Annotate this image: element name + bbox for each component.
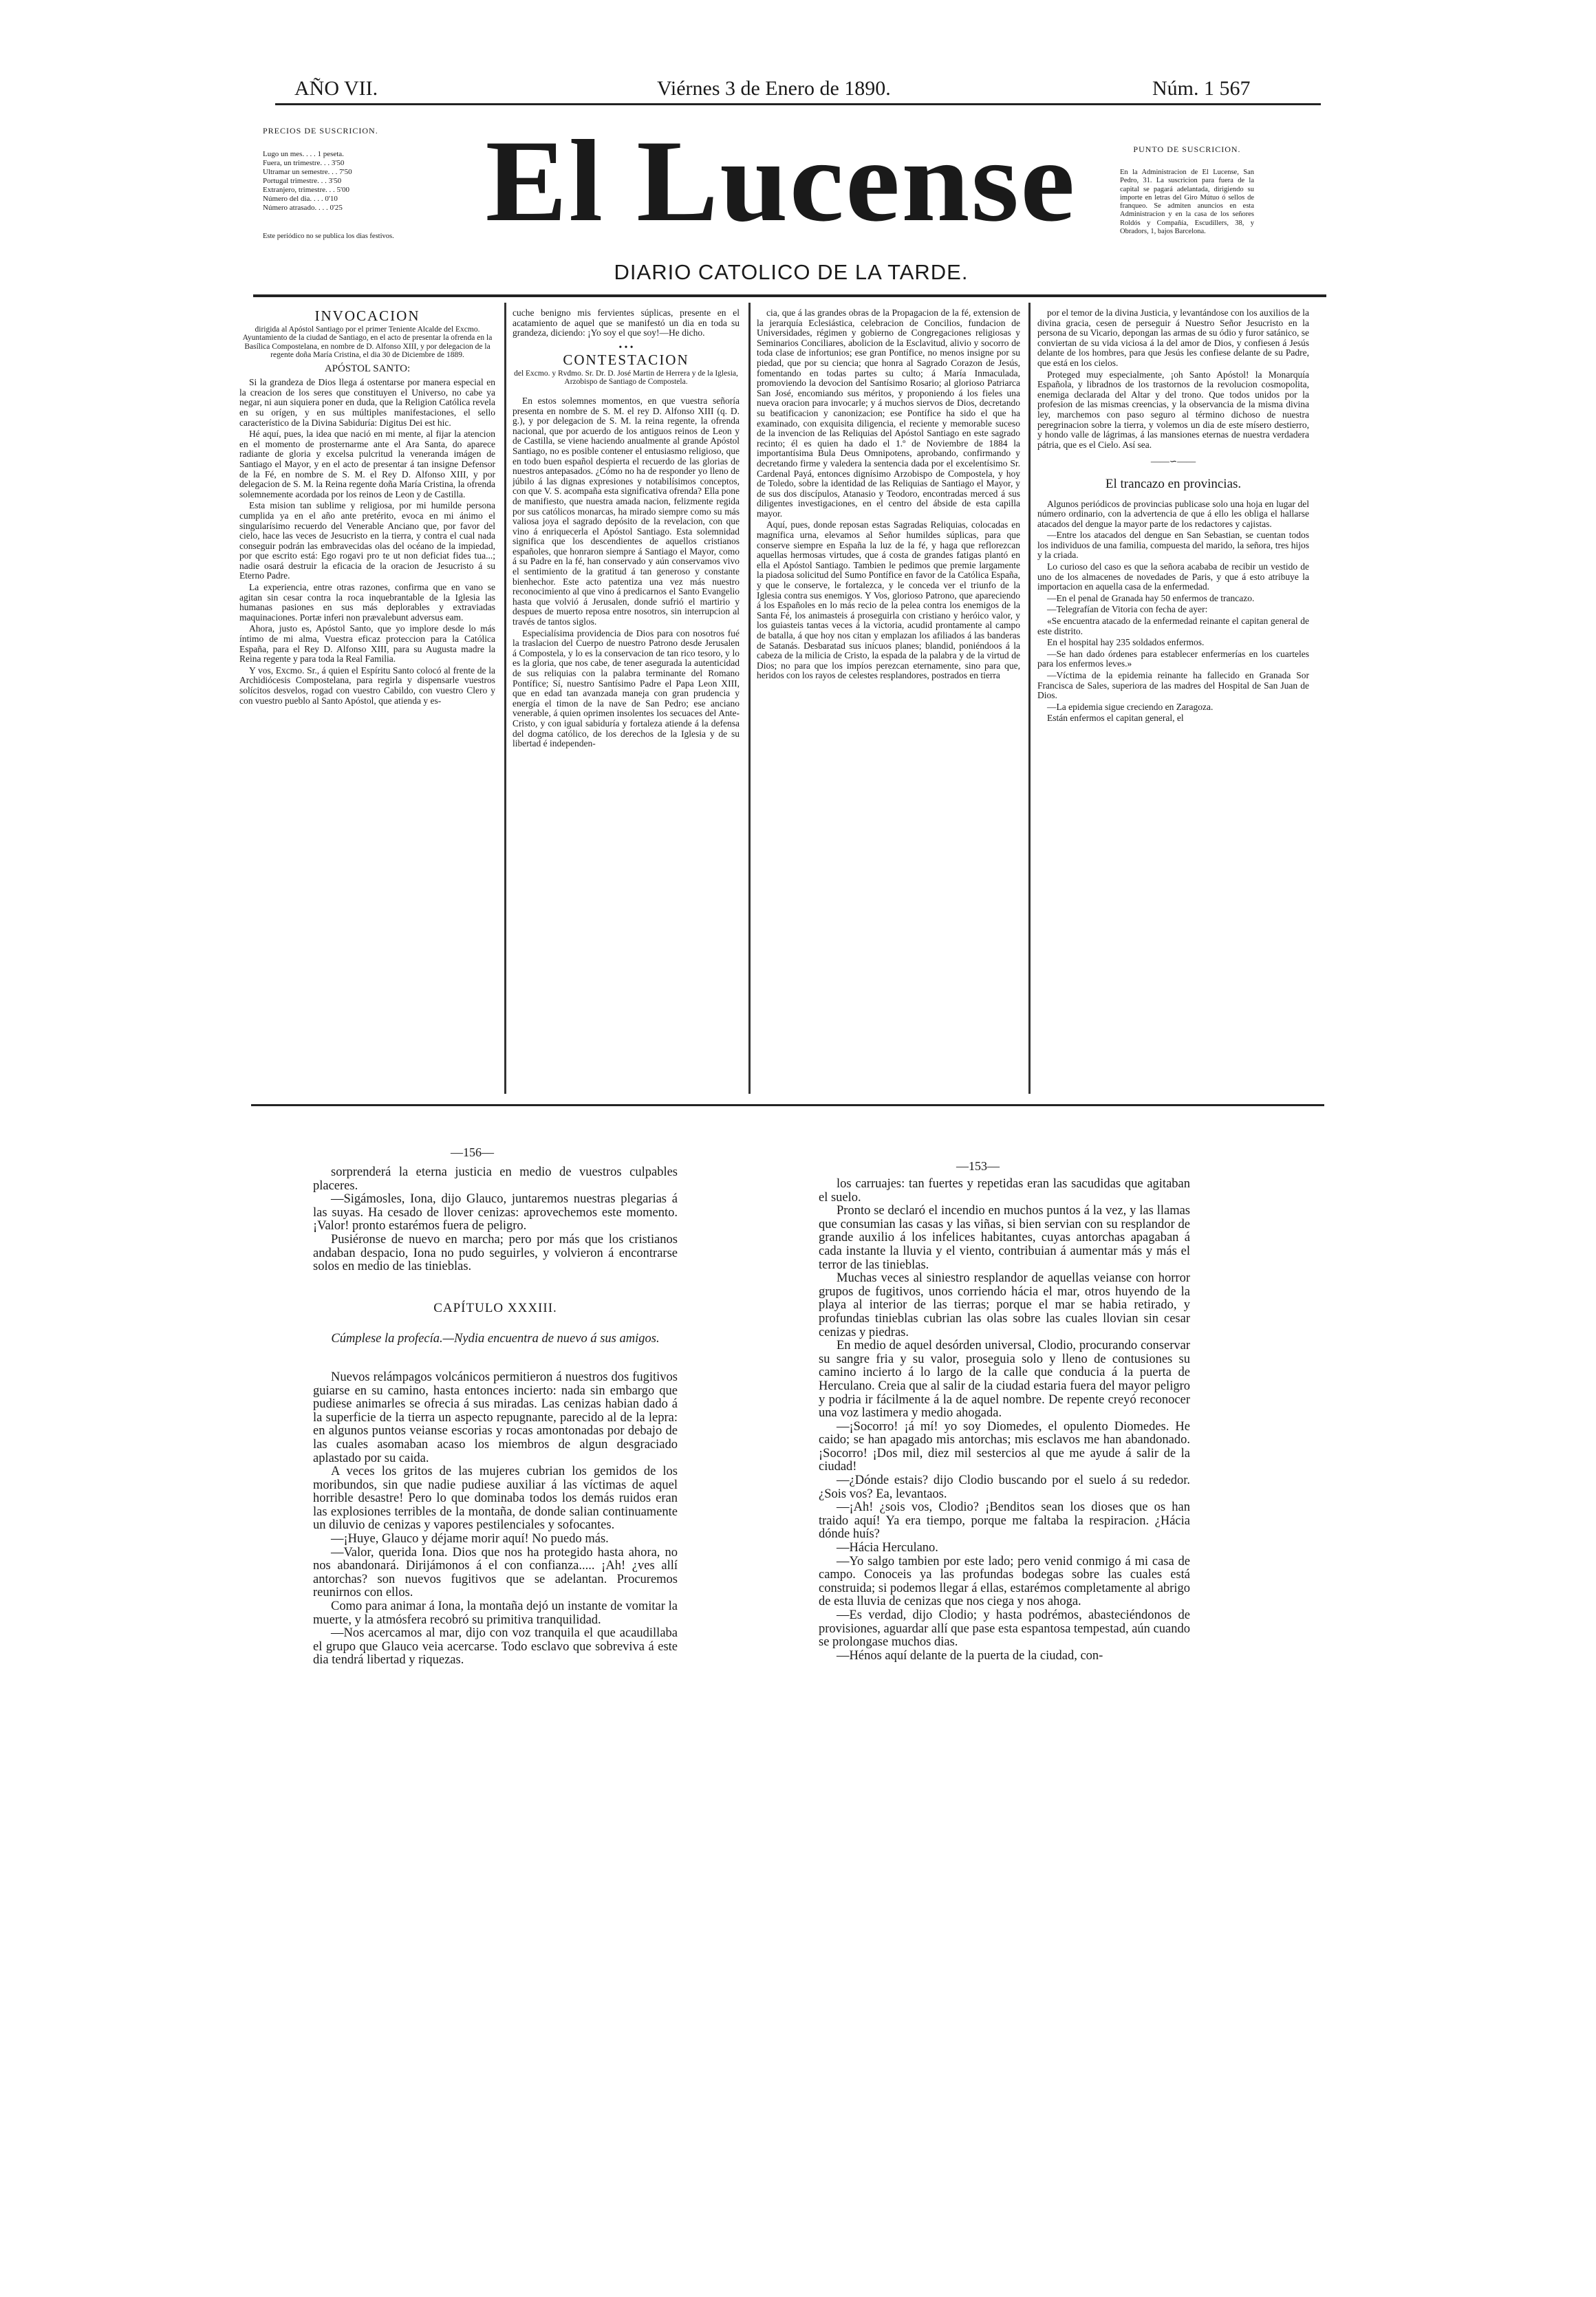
article-continuation	[757, 308, 1020, 1106]
subscription-prices-box	[263, 126, 442, 241]
trancazo-heading: El trancazo en provincias.	[1105, 476, 1242, 491]
novel-paragraph: Como para animar á Iona, la montaña dejó un instante de vomitar la muerte, y la atmósfera recobró su primitiva tranquilidad.	[313, 1599, 678, 1627]
novel-paragraph: Nuevos relámpagos volcánicos permitieron á nuestros dos fugitivos guiarse en su camino, hasta entonces incierto: nada sin embargo que pudiese animarles se ofrecia á sus miradas. Las cenizas habian dado á la superficie de la tierra un aspecto repugnante, parecido al de la lepra: en algunos puntos veianse escorias y rocas amontonadas por debajo de las cuales asomaban acaso los miembros de algun desgraciado aplastado por su caida.	[313, 1370, 678, 1465]
contestacion-intro: del Excmo. y Rvdmo. Sr. Dr. D. José Martin de Herrera y de la Iglesia, Arzobispo de Santiago de Compostela.	[514, 369, 738, 387]
masthead-title: El Lucense	[485, 116, 1077, 246]
novel-paragraph: Pronto se declaró el incendio en muchos puntos á la vez, y las llamas que consumian las casas y las viñas, si bien servian con su resplandor de grande auxilio á los infelices habitantes, cuyas antorchas apagaban á cada instante la lluvia y el viento, contribuian á aumentar más y más el terror de las tinieblas.	[819, 1204, 1190, 1272]
article-contestacion	[513, 308, 740, 1106]
news-item: Algunos periódicos de provincias publicase solo una hoja en lugar del número ordinario, con la advertencia de que á ello les obliga el hallarse atacados del dengue la mayor parte de los redactores y cajistas.	[1037, 498, 1309, 529]
news-column	[1037, 308, 1309, 1106]
article-paragraph: Proteged muy especialmente, ¡oh Santo Apóstol! la Monarquía Española, y libradnos de los trastornos de la revolucion cosmopolita, enemiga declarada del Altar y del trono. Que todos unidos por la profesion de las mismas creencias, y la observancia de la misma divina ley, marchemos con paso seguro al término dichoso de nuestra peregrinacion sobre la tierra, y volemos un dia de este mísero destierro, y hondo valle de lágrimas, á las mansiones eternas de nuestra verdadera pátria, que es el Cielo. Así sea.	[1037, 369, 1309, 450]
article-paragraph: cia, que á las grandes obras de la Propagacion de la fé, extension de la jerarquía Eclesiástica, celebracion de Concilios, fundacion de Universidades, régimen y gobierno de Congregaciones religiosas y Seminarios Conciliares, abolicion de la Esclavitud, alivio y socorro de toda clase de infortunios; ese gran Pontífice, no menos insigne por su piedad, que por su ciencia; que honra al Sagrado Corazon de Jesús, fomentando en todas partes su culto; á María Inmaculada, promoviendo la devocion del Santísimo Rosario; al glorioso Patriarca San José, encomiando sus méritos, y proponiendo á los fieles una nueva oracion para invocarle; y á muchos siervos de Dios, decretando su beatificacion y canonizacion; ese Pontífice ha sido el que ha examinado, con exquisita diligencia, el reciente y memorable suceso de la invencion de las Reliquias del Apóstol Santiago en este sagrado recinto; él es quien ha dado el 1.º de Noviembre de 1884 la importantísima Bula Deus Omnipotens, aprobando, confirmando y decretando firme y valedera la sentencia dada por el excelentísimo Sr. Cardenal Payá, entonces dignísimo Arzobispo de Compostela, y hoy de Toledo, sobre la identidad de las Reliquias de Santiago el Mayor, y de sus dos discípulos, Atanasio y Teodoro, encontradas merced á sus diligentes investigaciones, en el centro del ábside de esta capilla mayor.	[757, 308, 1020, 519]
novel-paragraph: A veces los gritos de las mujeres cubrian los gemidos de los moribundos, sin que nadie pudiese auxiliar á las víctimas de aquel horrible desastre! Pero lo que dominaba todos los demás ruidos eran las explosiones terribles de la montaña, de donde salian continuamente un diluvio de cenizas y vapores pestilenciales y sofocantes.	[313, 1465, 678, 1533]
contestacion-heading: CONTESTACION	[563, 352, 689, 369]
feuilleton-right	[819, 1178, 1190, 1663]
novel-paragraph: —Valor, querida Iona. Dios que nos ha protegido hasta ahora, no nos abandonará. Dirijámonos á el con confianza..... ¡Ah! ¿ves allí antorchas? son nuevos fugitivos que se adelantan. Procuremos reunirnos con ellos.	[313, 1545, 678, 1600]
column-divider	[1028, 303, 1031, 1094]
article-paragraph: La experiencia, entre otras razones, confirma que en vano se agitan sin cesar contra la roca inquebrantable de la Iglesia las humanas pasiones en sus más deplorables y extraviadas maquinaciones. Portæ inferi non prævalebunt adversus eam.	[239, 582, 495, 623]
novel-paragraph: En medio de aquel desórden universal, Clodio, procurando conservar su sangre fria y su valor, proseguia solo y lleno de contusiones su camino incierto á lo largo de la calle que conducia á la puerta de Herculano. Creia que al salir de la ciudad estaria fuera del mayor peligro y podria ir fácilmente á la de aquel nombre. De repente creyó reconocer una voz lastimera y medio ahogada.	[819, 1339, 1190, 1421]
feuilleton-left	[313, 1166, 678, 1668]
novel-paragraph: —¡Huye, Glauco y déjame morir aquí! No puedo más.	[331, 1532, 609, 1546]
article-paragraph: Especialísima providencia de Dios para con nosotros fué la traslacion del Cuerpo de nuestro Patrono desde Jerusalen á Compostela, y lo es la conservacion de tan rico tesoro, y lo es la gloria, que nos cabe, de tener asegurada la autenticidad de sus reliquias con la palabra terminante del Romano Pontífice; Sí, nuestro Santísimo Padre el Papa Leon XIII, que en edad tan avanzada maneja con gran prudencia y energía el timon de la nave de San Pedro; ese anciano venerable, á quien oprimen insolentes los secuaces del Ante-Cristo, y con igual sabiduría y fortaleza atiende á la defensa del dogma católico, de los derechos de la Iglesia y de su libertad é independen-	[513, 627, 740, 749]
issue-date: Viérnes 3 de Enero de 1890.	[657, 77, 891, 100]
subscription-point-title: PUNTO DE SUSCRICION.	[1133, 144, 1241, 154]
news-item: —Entre los atacados del dengue en San Sebastian, se cuentan todos los individuos de una familia, compuesta del marido, la señora, tres hijos y la criada.	[1037, 530, 1309, 561]
subscription-prices-list	[263, 150, 442, 213]
novel-paragraph: —Sigámosles, Iona, dijo Glauco, juntaremos nuestras plegarias á las suyas. Ha cesado de llover cenizas: aprovechemos este momento. ¡Valor! pronto estarémos fuera de peligro.	[313, 1192, 678, 1233]
novel-paragraph: —¡Socorro! ¡á mí! yo soy Diomedes, el opulento Diomedes. He caido; se han apagado mis antorchas; mis esclavos me han abandonado. ¡Socorro! ¡Dos mil, diez mil sestercios al que me ayude á salir de la ciudad!	[819, 1419, 1190, 1474]
ornament: • • •	[618, 341, 634, 352]
news-item: —En el penal de Granada hay 50 enfermos de trancazo.	[1047, 592, 1255, 603]
novel-paragraph: —¡Ah! ¿sois vos, Clodio? ¡Benditos sean los dioses que os han traido aquí! Ya era tiempo, porque me faltaba la respiracion. ¿Hácia dónde huís?	[819, 1500, 1190, 1542]
news-item: —La epidemia sigue creciendo en Zaragoza.	[1047, 701, 1214, 712]
novel-paragraph: los carruajes: tan fuertes y repetidas eran las sacudidas que agitaban el suelo.	[819, 1177, 1190, 1205]
novel-paragraph: Muchas veces al siniestro resplandor de aquellas veianse con horror grupos de fugitivos, unos corriendo hácia el mar, otros huyendo de la playa al interior de las tierras; porque el mar se habia retirado, y profundas tinieblas cubrian las olas sobre las cuales llovian sin cesar cenizas y piedras.	[819, 1271, 1190, 1339]
price-line: Número del dia. . . . 0'10	[263, 195, 338, 203]
novel-paragraph: —Es verdad, dijo Clodio; y hasta podrémos, abasteciéndonos de provisiones, aguardar allí que pase esta espantosa tempestad, aún cuando se prolongase muchos dias.	[819, 1608, 1190, 1650]
novel-paragraph: Pusiéronse de nuevo en marcha; pero por más que los cristianos andaban despacio, Iona no pudo seguirles, y volvieron á encontrarse solos en medio de las tinieblas.	[313, 1232, 678, 1274]
chapter-title: CAPÍTULO XXXIII.	[433, 1300, 557, 1315]
price-line: Portugal trimestre. . . 3'50	[263, 177, 342, 185]
feuilleton-page-number: —156—	[451, 1145, 494, 1159]
price-line: Ultramar un semestre. . . 7'50	[263, 168, 352, 176]
article-paragraph: Hé aquí, pues, la idea que nació en mi mente, al fijar la atencion en el momento de prosternarme ante el Ara Santa, do aparece radiante de gloria y excelsa pulcritud la veneranda imágen de Santiago el Mayor, y en el acto de presentar á tan insigne Defensor de la Fé, en nombre de S. M. el Rey D. Alfonso XIII, y por delegacion de S. M. la Reina regente doña María Cristina, la ofrenda solemnemente acordada por los reinos de Leon y de Castilla.	[239, 429, 495, 499]
header-rule	[275, 103, 1321, 105]
article-paragraph: Aquí, pues, donde reposan estas Sagradas Reliquias, colocadas en magnífica urna, elevamos al Señor humildes súplicas, para que conserve siempre en España la luz de la fé, y haga que reflorezcan aquellas hermosas virtudes, que á costa de grandes fatigas plantó en ella el Apóstol Santiago. Tambien le pedimos que premie largamente la piadosa solicitud del Sumo Pontífice en favor de la Católica España, y que le conserve, le fortalezca, y le conceda ver el triunfo de la Iglesia contra sus enemigos. Y Vos, glorioso Patrono, que apareciendo á los Españoles en lo más recio de la pelea contra los enemigos de la Santa Fé, los animasteis á proseguirla con cristiano y heróico valor, y los guiasteis tantas veces á la victoria, acudid prontamente al campo de batalla, á que hoy nos citan y emplazan los afiliados á las banderas de Satanás. Desbaratad sus inícuos planes; blandid, poniéndoos á la cabeza de la milicia de Cristo, la espada de la palabra y de la virtud de Dios; no para que los impíos perezcan eternamente, sino para que, heridos con los rayos de celestes resplandores, postrados en tierra	[757, 519, 1020, 681]
subscription-note: Este periódico no se publica los dias festivos.	[263, 233, 394, 240]
subscription-point-text: En la Administracion de El Lucense, San Pedro, 31. La suscricion para fuera de la capital se pagará adelantada, dirigiendo su importe en letras del Giro Mútuo ó sellos de franqueo. Se admiten anuncios en esta Administracion y en la casa de los señores Roldós y Compañía, Escudillers, 38, y Obradors, 1, bajos Barcelona.	[1120, 169, 1254, 236]
article-invocacion	[239, 308, 495, 1106]
news-item: «Se encuentra atacado de la enfermedad reinante el capitan general de este distrito.	[1037, 616, 1309, 636]
news-item: —Telegrafían de Vitoria con fecha de ayer:	[1047, 604, 1208, 615]
article-paragraph: Esta mision tan sublime y religiosa, por mi humilde persona cumplida ya en el año ante pretérito, evoca en mi ánimo el singularísimo recuerdo del Venerable Anciano que, por favor del cielo, hace las veces de Jesucristo en la tierra, y contra el cual nada conseguir podrán las embravecidas olas del océano de la impiedad, por que escrito está: Ego rogavi pro te ut non deficiat fides tua...; nadie osará destruir la eficacia de la oracion de Jesucristo á su Eterno Padre.	[239, 500, 495, 581]
subscription-point-box	[1120, 144, 1254, 236]
news-item: Lo curioso del caso es que la señora acababa de recibir un vestido de uno de los almacenes de novedades de Paris, y que á esto atribuye la importacion en aquella casa de la enfermedad.	[1037, 561, 1309, 592]
invocacion-intro: dirigida al Apóstol Santiago por el primer Teniente Alcalde del Excmo. Ayuntamiento de la ciudad de Santiago, en el acto de presentar la ofrenda en la Basílica Compostelana, en nombre de D. Alfonso XIII, y por delegacion de la regente doña María Cristina, el dia 30 de Diciembre de 1889.	[242, 325, 493, 360]
year-label: AÑO VII.	[294, 77, 378, 100]
chapter-subtitle: Cúmplese la profecía.—Nydia encuentra de nuevo á sus amigos.	[331, 1332, 660, 1346]
contestacion-lead: cuche benigno mis fervientes súplicas, presente en el acatamiento de aquel que se manifestó un dia en toda su grandeza, diciendo: ¡Yo soy el que soy!—He dicho.	[513, 308, 740, 338]
article-paragraph: En estos solemnes momentos, en que vuestra señoría presenta en nombre de S. M. el rey D. Alfonso XIII (q. D. g.), y por delegacion de S. M. la reina regente, la ofrenda nacional, que por acuerdo de los antiguos reinos de Leon y de Castilla, se viene haciendo anualmente al grande Apóstol Santiago, no es posible contener el entusiasmo religioso, que en todo buen español despierta el recuerdo de las glorias de nuestros antepasados. ¿Cómo no ha de responder yo lleno de júbilo á las dignas expresiones y notabilísimos conceptos, con que V. S. acompaña esta significativa ofrenda? Ella pone de manifiesto, que nuestra amada nacion, felizmente regida por sus católicos monarcas, ha mirado siempre como su más valiosa joya el sagrado depósito de la revelacion, con que vino á enriquecerla el Apóstol Santiago. Esta solemnidad significa que los descendientes de aquellos cristianos españoles, que honraron siempre á Santiago el Mayor, como á su Padre en la fé, han conservado y aún conservamos vivo el sentimiento de la gratitud á tan generoso y constante bienhechor. Este acto patentiza una vez más nuestro reconocimiento al que vino á predicarnos el Santo Evangelio hasta que volvió á Jerusalen, donde sufrió el martirio y despues de muerto reposa entre nosotros, sin interrupcion al través de tantos siglos.	[513, 395, 740, 627]
feuilleton-page-number: —153—	[956, 1159, 1000, 1173]
price-line: Lugo un mes. . . . 1 peseta.	[263, 150, 344, 158]
subscription-prices-title: PRECIOS DE SUSCRICION.	[263, 126, 378, 136]
invocacion-heading: INVOCACION	[314, 308, 420, 324]
issue-number: Núm. 1 567	[1152, 77, 1251, 100]
price-line: Extranjero, trimestre. . . 5'00	[263, 186, 350, 194]
masthead-rule	[253, 294, 1326, 297]
column-divider	[504, 303, 506, 1094]
masthead-subtitle: DIARIO CATOLICO DE LA TARDE.	[614, 260, 969, 284]
novel-paragraph: —Yo salgo tambien por este lado; pero venid conmigo á mi casa de campo. Conoceis ya las profundas bodegas sobre las cuales está construida; si podemos llegar á ellas, estarémos completamente al abrigo de esta lluvia de cenizas que nos ciega y nos ahoga.	[819, 1554, 1190, 1609]
price-line: Número atrasado. . . . 0'25	[263, 204, 343, 212]
news-item: En el hospital hay 235 soldados enfermos.	[1047, 637, 1205, 648]
column-divider	[748, 303, 751, 1094]
novel-paragraph: —Nos acercamos al mar, dijo con voz tranquila el que acaudillaba el grupo que Glauco veia acercarse. Todo esclavo que sobreviva á este dia tendrá libertad y riquezas.	[313, 1626, 678, 1668]
news-item: —Víctima de la epidemia reinante ha fallecido en Granada Sor Francisca de Sales, superiora de las madres del Hospital de San Juan de Dios.	[1037, 670, 1309, 701]
article-paragraph: Si la grandeza de Dios llega á ostentarse por manera especial en la creacion de los seres que constituyen el Universo, no cabe ya negar, ni aun siquiera poner en duda, que la Religion Católica revela en su orígen, y en sus múltiples manifestaciones, el sello característico de la Divina Sabiduría: Digitus Dei est hic.	[239, 377, 495, 428]
novel-paragraph: —Hácia Herculano.	[837, 1541, 938, 1555]
novel-paragraph: —¿Dónde estais? dijo Clodio buscando por el suelo á su rededor. ¿Sois vos? Ea, levantaos.	[819, 1474, 1190, 1501]
price-line: Fuera, un trimestre. . . 3'50	[263, 159, 345, 167]
article-paragraph: Ahora, justo es, Apóstol Santo, que yo implore desde lo más íntimo de mi alma, Vuestra eficaz proteccion para la Católica España, para el Rey D. Alfonso XIII, para su Augusta madre la Reina regente y para toda la Real Familia.	[239, 623, 495, 665]
novel-paragraph: sorprenderá la eterna justicia en medio de vuestros culpables placeres.	[313, 1165, 678, 1193]
news-item: Están enfermos el capitan general, el	[1047, 713, 1184, 724]
article-paragraph: por el temor de la divina Justicia, y levantándose con los auxilios de la divina gracia, cesen de perseguir á Nuestro Señor Jesucristo en la persona de su Vicario, depongan las armas de su ódio y furor satánico, se conviertan de su vida viciosa á la del amor de Dios, y confiesen á Jesús delante de los hombres, para que Jesús les confiese delante de su Padre, que está en los cielos.	[1037, 308, 1309, 368]
article-paragraph: Y vos, Excmo. Sr., á quien el Espíritu Santo colocó al frente de la Archidiócesis Compostelana, para regirla y dispensarle vuestros solícitos desvelos, rogad con vuestro Cabildo, con vuestro Clero y con vuestro pueblo al Santo Apóstol, que atienda y es-	[239, 665, 495, 706]
ornament: ——∽——	[1150, 456, 1196, 467]
novel-paragraph: —Hénos aquí delante de la puerta de la ciudad, con-	[837, 1648, 1103, 1663]
invocacion-subheading: APÓSTOL SANTO:	[324, 363, 411, 374]
news-item: —Se han dado órdenes para establecer enfermerías en los cuarteles para los enfermos leves.»	[1037, 648, 1309, 669]
bottom-rule	[251, 1104, 1324, 1106]
